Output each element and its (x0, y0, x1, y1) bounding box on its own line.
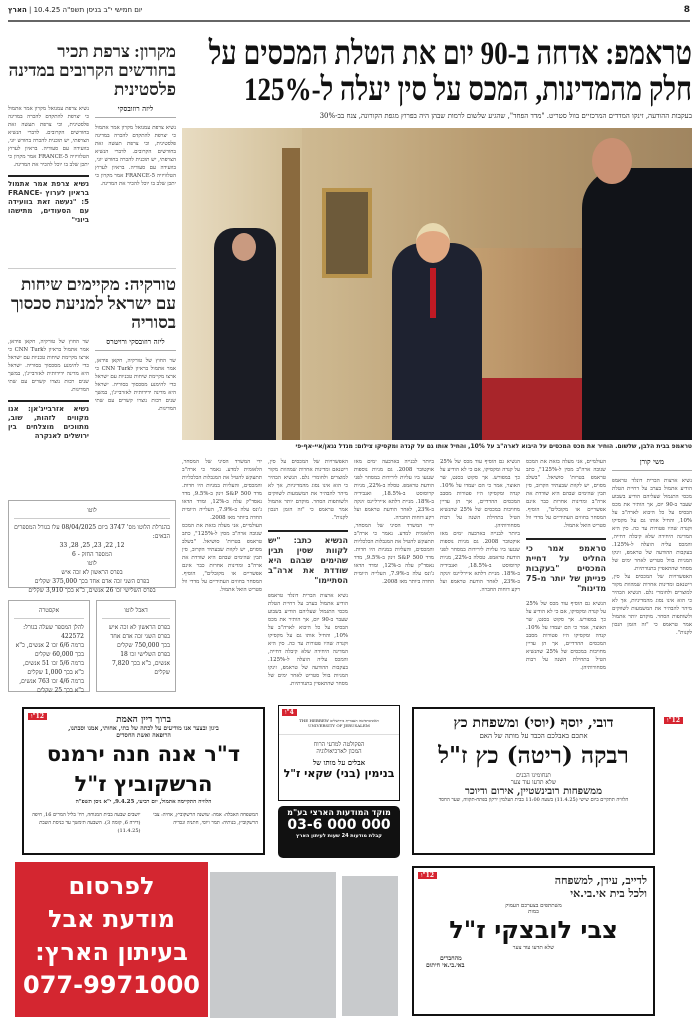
byline: ליזה רוזובסקי (95, 105, 176, 118)
ad-center-box (278, 806, 400, 858)
lotto-title: לוטו (14, 506, 170, 519)
article-text: נשיא צרפת עמנואל מקרון אמר אתמול כי יצרפת להתקדם להכרה במדינה פלסטינית, וכי צרפת תעשה זאת בחודשים הקרובים. לדברי הנשיא הצרפתי, יש תוכנית להכרה בחודש יוני, בוועידה עם סעודיה. בראיון לערוץ הטלוויזיה FRANCE-5 אמר מקרון כי יתכן שלב בו יוכל להכיר את המדינה. (95, 125, 176, 187)
byline: משי קורן (612, 458, 692, 471)
double-lotto-results (96, 600, 176, 692)
obit-line: הפקולטה למדעי הרוח (313, 741, 365, 748)
photo-caption: טראמפ בבית הלבן, שלשום. הוחיר את מכס המכסים על היבוא לארה"ב על 10%, והחיל אותו גם על קנדה ומקסיקו צילום: מנדל נגאן/איי-אף-פי (295, 443, 692, 450)
lotto-line: בפרס הראשון לא זכה איש (61, 569, 123, 576)
obituary-lubetzki (412, 866, 655, 1016)
lotto-line: ברמה 6/6 זכו 2 אנשים, כ"א בכך 60,000 שקלים (15, 642, 84, 658)
obituary-hebrew-university (278, 705, 400, 801)
lotto-line: בפרס הראשון לא זכה איש (108, 624, 170, 631)
price-tag: 12"ו (664, 717, 683, 724)
lotto-numbers: 12, 22, 23, 25, 28, 33 (59, 542, 125, 549)
lotto-strong: המספר החזק - 6 (72, 551, 112, 558)
obit-line: שלא תדעו עוד צער (510, 779, 557, 786)
lotto-results (8, 500, 176, 594)
macron-article (8, 42, 176, 242)
promo-line: מודעת אבל (47, 905, 176, 933)
lotto-line: בפרס השלישי זכו 26 אנשים, כ"א בכך 3,910 שקלים (28, 587, 156, 594)
article-subhead: נשיא צרפת אמר אתמול בראיון לערוץ FRANCE-5: "נעשה זאת בוועידה עם הסעודים, מתישהו ביוני" (8, 175, 89, 225)
article-subhead: הנשיא כתב: "יש לקוות שסין תבין שהימים שבהם היא שודדת את ארה"ב הסתיימו" (268, 530, 348, 586)
lotto-line: בפרס השלישי זכו 18 אנשים, כ"א בכך 7,820 שקלים (112, 651, 170, 676)
promo-line: בעיתון הארץ: (35, 938, 188, 966)
double-lotto-title: דאבל לוטו (102, 606, 170, 619)
hebrew-university-logo: האוניברסיטה העברית בירושלים THE HEBREW UNIVERSITY OF JERUSALEM (279, 714, 399, 735)
page-number: 8 (683, 5, 690, 15)
obit-family: המשפחה האבלה: אמה: שושנה הרשקוביץ, אחיה: צבי הרשקוביץ, בנותיה: תמר ויוסי, חתניה ונכדיה (153, 812, 258, 826)
price-tag: 4"ו (282, 709, 297, 716)
article-column-6 (182, 458, 262, 698)
obit-name: ד"ר אנה חנה ירמנס הרשקוביץ ז"ל (46, 742, 241, 796)
article-text: ביותר לבנייה בארבעה ימים מאז אוקטובר 2008. גם מניות נוספות שנגעו ביו עליות לירידות במסחר לפני הודעת טראמפ. טסלה ב-22%, מניות קרוסוסט ב-18.5%, ואנבידיה ב-18%. מניית דלתא איירליינס זינקה ב-23%, לאחר הודעת טראמפ ועל רקע דוחות החברה. (354, 459, 434, 521)
turkey-headline: טורקיה: מקיימים שיחות עם ישראל למניעת סכסוך בסוריה (10, 275, 176, 332)
promo-line: לפרסום (68, 872, 155, 900)
article-text: נשיא ארצות הברית דונלד טראמפ הודיע אתמול בערב על דחיית הטלת מכסי התגמול שעליהם הודיע בשבוע שעבר ב-90 יום, אך הותיר את מכס הבסיס על כל היבוא לארה"ב על 10%, והחיל אותו גם על מקסיקו וקנדה שהיו פטורות עד כה. סין היא המדינה היחידה שלא קיבלה דחייה, והמכס עליה הועלה ל-125%. בעקבות ההודעה של טראמפ, זינקו המניות בוול סטריט לאחר ימים של מסחר שהתאפיין בתנודתיות. (612, 478, 692, 572)
article-text: הנשיא גם הוסיף עוד מכס של 25% על קנדה ומקסיקו, אם כי לא הודיע על כך במפורש. אך סקוט בסנט, שר האוצר, אמר כי הם יעמדו על 10%. קנדה ומקסיקו היו פטורות מסבב המכסים ההדדיים, אך הן עדיין מחויבות במכסים של 25% שהנשיא הטיל בתחילת השנה על רבות מסחורותיהן. (440, 459, 520, 529)
trump-photo (182, 128, 692, 440)
article-text: האפשרויות של המכסים על סין, וייטנאם ומדינות אחרות שמהוות מקור למוצרים ולחומרי גלם. הנשיא הבהיר כי הוא אינו נסוג מהמדיניות, אך לא מיהר להבהיר את המשמעות לשווקים ולשותפות הסחר. מוקדם יותר אתמול אמר טראמפ כי "זה הזמן הנכון לקנות". (612, 574, 692, 636)
obit-from: באי.בי.אי חיתום (426, 962, 465, 969)
lotto-line: בהגרלת הלוטו מס' 3747 ביום 08/04/2025 עלו בגורל המספרים הבאים: (14, 524, 170, 540)
obit-line: במות (528, 909, 539, 915)
article-subhead: טראמפ אמר כי החליט על דחיית המכסים "בעקבות פנייתן של יותר מ-75 מדינות" (526, 538, 606, 594)
article-column-3 (440, 458, 520, 698)
article-text: ידי המשרד הסיני של המסחר, הלאומית למדע. נאמר כי ארה"ב תתעקש להטיל את המגבלות הכלכליות והמכסים, והעליות במניות היו חדות. מדד S&P 500 זינק ב-9.5%, מדד נאסד"ק עלה ב-12%, ומדד הדאו ג'ונס עלה ב-7.9%, העלייה היומית החדה ביותר מאז 2008. (182, 459, 262, 521)
article-text: שר החוץ של טורקיה, חקאן פידאן, אמר אתמול בראיון לCNN Turk כי ארצו מקיימת שיחות טכניות עם ישראל כדי להימנע מסכסוך בסוריה. ישראל היא מדינה ידידותית לאזרבייג'ן, במשך שנים רבות נוצרו קשרים עם שתי המדינות. (95, 358, 176, 412)
lotto-line: להלן המספר שעלה בגורל: 422572 (23, 624, 84, 640)
article-text: האפשרויות של המכסים על סין, וייטנאם ומדינות אחרות שמהוות מקור למוצרים ולחומרי גלם. הנשיא הבהיר כי הוא אינו נסוג מהמדיניות, אך לא מיהר להבהיר את המשמעות לשווקים ולשותפות הסחר. מוקדם יותר אתמול אמר טראמפ כי "זה הזמן הנכון לקנות". (268, 459, 348, 521)
main-article (182, 458, 692, 698)
lotto-line: בפרס השני זכה אדם אחד בכך 750,000 שקלים (110, 633, 170, 649)
ad-center-phone[interactable]: 03-6 000 000 (287, 817, 391, 833)
extra-results (8, 600, 90, 692)
ad-center-title: מוקד המודעות הארצי בע"מ (287, 808, 391, 817)
obit-funeral: הלוויה התקיימה אתמול, יום רביעי, 9.4.25, י"א ניסן תשפ"ה (75, 799, 212, 805)
obit-line: שלא תדעו עוד צער (512, 945, 555, 951)
byline: ליזה רוזובסקי ורויטרס (95, 338, 176, 351)
lotto-line: בפרס השני זכה אדם אחד בכך 375,000 שקלים (34, 578, 150, 585)
obit-shiva: יושבים שבעה בבית המנוחה, רח' בליל המרים 16, חיפה (דירה 6, קומה 3). השבעה תימשך עד כניסת השבת (11.4.25) (32, 812, 141, 834)
obit-name: בנימין (בני) שקאי ז"ל (283, 767, 395, 780)
price-tag: 12"ו (28, 713, 47, 720)
obit-funeral: הלוויה תתקיים ביום שישי (11.4.25) בשעה 11:00 בבית העלמין ירקון בפתח-תקווה, שער החסד (438, 797, 629, 803)
turkey-article (8, 268, 176, 493)
obituary-katz (412, 707, 680, 855)
obit-line: משתתפים בצערכם העמוק (505, 903, 562, 909)
article-text: שר החוץ של טורקיה, חקאן פידאן, אמר אתמול בראיון לCNN Turk כי ארצו מקיימת שיחות טכניות עם ישראל כדי להימנע מסכסוך בסוריה. ישראל היא מדינה ידידותית לאזרבייג'ן, במשך שנים רבות נוצרו קשרים עם שתי המדינות. (8, 339, 90, 393)
obit-top: לדייב, עידן, למשפחה (554, 874, 647, 887)
article-text: נשיא ארצות הברית דונלד טראמפ הודיע אתמול בערב על דחיית הטלת מכסי התגמול שעליהם הודיע בשבוע שעבר ב-90 יום, אך הותיר את מכס הבסיס על כל היבוא לארה"ב על 10%, והחיל אותו גם על מקסיקו וקנדה שהיו פטורות עד כה. סין היא המדינה היחידה שלא קיבלה דחייה, והמכס עליה הועלה ל-125%. בעקבות ההודעה של טראמפ, זינקו המניות בוול סטריט לאחר ימים של מסחר שהתאפיין בתנודתיות. (268, 593, 348, 687)
paper-name: הארץ (8, 6, 27, 14)
ad-placeholder (210, 872, 336, 1018)
main-subhead: בעקבות ההודעה, זינקו המדדים המרכזיים בוול סטריט. "מדד הפחד", שהגיע שלשום לרמות שבהן היה בפרוץ מגפת הקורונה, צנח בב-30% (319, 112, 692, 120)
obit-name: צבי לובצקי ז"ל (449, 916, 618, 944)
extra-title: אקסטרה (14, 606, 84, 619)
obit-line: אבלים על מותו של (312, 758, 366, 767)
obit-top: דובי, יוסף (יוסי) ומשפחת כץ (453, 715, 614, 731)
article-column-2 (526, 458, 606, 698)
macron-headline: מקרון: צרפת תכיר בחודשים הקרובים במדינה פלסטינית (8, 42, 176, 99)
obit-line: אתכם באבלכם הכבד על מותה של האם (479, 732, 588, 740)
article-text: ידי המשרד הסיני של המסחר, הלאומית למדע. נאמר כי ארה"ב תתעקש להטיל את המגבלות הכלכליות והמכסים, והעליות במניות היו חדות. מדד S&P 500 זינק ב-9.5%, מדד נאסד"ק עלה ב-12%, ומדד הדאו ג'ונס עלה ב-7.9%, העלייה היומית החדה ביותר מאז 2008. (354, 523, 434, 585)
obit-top: ברוך דיין האמת (116, 715, 171, 725)
price-tag: 12"ו (418, 872, 437, 879)
obit-from: ממשפחות רובינשטיין, אירום ודיוכר (464, 786, 603, 797)
article-text: הנשיא גם הוסיף עוד מכס של 25% על קנדה ומקסיקו, אם כי לא הודיע על כך במפורש. אך סקוט בסנט, שר האוצר, אמר כי הם יעמדו על 10%. קנדה ומקסיקו היו פטורות מסבב המכסים ההדדיים, אך הן עדיין מחויבות במכסים של 25% שהנשיא הטיל בתחילת השנה על רבות מסחורותיהן. (526, 601, 606, 671)
lotto-line: ברמה 5/6 זכו 51 אנשים, כ"א בכך 1,000 שקלים (23, 660, 84, 676)
article-column-4 (354, 458, 434, 698)
obit-line: ביגון ובצער אנו מודיעים על לכתה של בתי, אחותי, אמנו וסבתנו, (68, 725, 219, 732)
obit-name: רבקה (ריטה) כץ ז"ל (438, 742, 629, 769)
article-text: ביותר לבנייה בארבעה ימים מאז אוקטובר 2008. גם מניות נוספות שנגעו ביו עליות לירידות במסחר לפני הודעת טראמפ. טסלה ב-22%, מניות קרוסוסט ב-18.5%, ואנבידיה ב-18%. מניית דלתא איירליינס זינקה ב-23%, לאחר הודעת טראמפ ועל רקע דוחות החברה. (440, 531, 520, 593)
page-header: 8 יום חמישי י"ב בניסן תשפ"ה 10.4.25 | הארץ (8, 0, 690, 22)
lotto-line: לוטו (87, 560, 97, 567)
obit-from: מהחברים (440, 955, 462, 962)
article-column-5 (268, 458, 348, 698)
article-text: העולמיים, אני מעלה בזאת את המכס שגובה ארה"ב מסין ל-125%", כתב טראמפ בטרות' סושיאל. "בשלב מסוים, יש לקוות שבעתיד הקרוב, סין תבין שהימים שבהם היא שודדת את ארה"ב ומדינות אחרות כבר אינם אפשריים או מקובלים", הוסיף. המסחר בחוזים העתידיים על מדדי וול סטריט הואל אתמול. (182, 523, 262, 593)
article-column-1 (612, 458, 692, 698)
main-headline: טראמפ: אדחה ב-90 יום את הטלת המכסים על חלק מהמדינות, המכס על סין יעלה ל-125% (208, 36, 692, 108)
lotto-line: ברמה 4/6 זכו 763 אנשים, כ"א בכך 25 שקלים (19, 678, 84, 694)
obit-line: תנחומינו הכנים (516, 772, 551, 779)
obit-line: הרופאה ואשת החסדים (116, 732, 171, 739)
date-line: יום חמישי י"ב בניסן תשפ"ה 10.4.25 (33, 6, 143, 14)
article-subhead: נשיא אזרבייג'אן: אנו מקווים לזהות, שוב, מתווכים מוצלחים בין ירושלים לאנקרה (8, 400, 89, 441)
article-text: העולמיים, אני מעלה בזאת את המכס שגובה ארה"ב מסין ל-125%", כתב טראמפ בטרות' סושיאל. "בשלב מסוים, יש לקוות שבעתיד הקרוב, סין תבין שהימים שבהם היא שודדת את ארה"ב ומדינות אחרות כבר אינם אפשריים או מקובלים", הוסיף. המסחר בחוזים העתידיים על מדדי וול סטריט הואל אתמול. (526, 459, 606, 529)
article-text: נשיא צרפת עמנואל מקרון אמר אתמול כי יצרפת להתקדם להכרה במדינה פלסטינית, וכי צרפת תעשה זאת בחודשים הקרובים. לדברי הנשיא הצרפתי, יש תוכנית להכרה בחודש יוני, בוועידה עם סעודיה. בראיון לערוץ הטלוויזיה FRANCE-5 אמר מקרון כי יתכן שלב בו יוכל להכיר את המדינה. (8, 106, 90, 168)
obit-top: ולכל בית אי.בי.אי (570, 887, 647, 900)
obituary-ad-promo[interactable] (15, 862, 208, 1017)
obituary-hershkovitz (22, 707, 265, 855)
ad-placeholder (342, 876, 398, 1016)
obit-line: המכון לארכיאולוגיה (316, 748, 362, 755)
ad-center-note: קבלת מודעות 24 שעות לעיתון הארץ (296, 833, 382, 839)
promo-phone[interactable]: 077-9971000 (23, 971, 200, 999)
